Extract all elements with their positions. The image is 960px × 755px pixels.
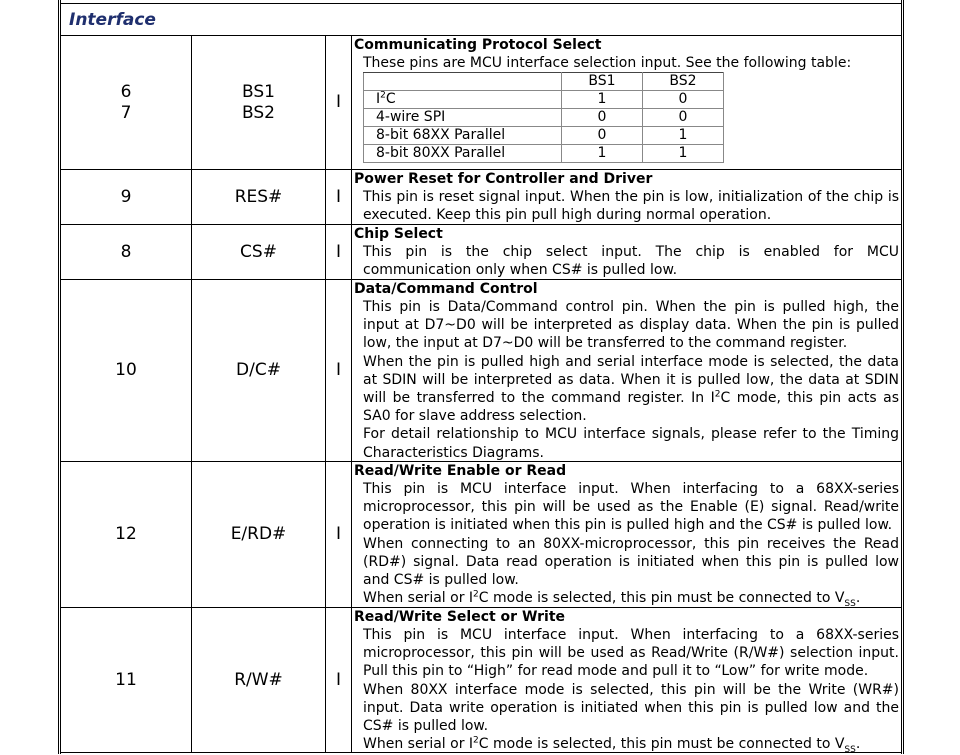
pin-number-cell: 6 7: [61, 36, 192, 169]
description-text: When the pin is pulled high and serial interface mode is selected, the data at SDIN will be interpreted as data. When it is pulled low, the data at SDIN will be transferred to the command register. In $I^2C$ mode, this pin acts as SA0 for slave address selection.: [363, 353, 900, 425]
pin-type-cell: I: [326, 170, 352, 224]
pin-number-cell: 8: [61, 225, 192, 279]
pin-number-cell: 9: [61, 170, 192, 224]
table-row: [61, 608, 901, 753]
pin-number-cell: 11: [61, 608, 192, 752]
pin-number-cell: 10: [61, 280, 192, 461]
description-text: This pin is the chip select input. The chip is enabled for MCU communication only when CS# is pulled low.: [363, 244, 899, 279]
pin-type-cell: I: [326, 462, 352, 607]
table-row: [61, 36, 901, 170]
section-header: [61, 3, 901, 36]
pin-name-cell: E/RD#: [192, 462, 326, 607]
table-row: [61, 280, 901, 462]
description-text: When connecting to an 80XX-microprocessor, this pin receives the Read (RD#) signal. Data read operation is initiated when this pin is pulled low and CS# is pulled low.: [363, 535, 899, 589]
description-cell: [352, 462, 901, 610]
description-text: This pin is MCU interface input. When interfacing to a 68XX-series microprocessor, this pin will be used as the Enable (E) signal. Read/write operation is initiated when this pin is pulled high and the CS# is pulled low.: [363, 481, 899, 534]
pin-type-cell: I: [326, 280, 352, 461]
description-title: Read/Write Enable or Read: [354, 463, 567, 479]
description-cell: [352, 225, 901, 279]
description-title: Read/Write Select or Write: [354, 609, 566, 625]
description-title: Communicating Protocol Select: [354, 37, 602, 53]
description-text: This pin is MCU interface input. When interfacing to a 68XX-series microprocessor, this pin will be used as Read/Write (R/W#) selection input. Pull this pin to “High” for read mode and pull it to “Low” for write mode.: [363, 627, 899, 680]
description-text: When 80XX interface mode is selected, this pin will be the Write (WR#) input. Data write operation is initiated when this pin is pulled low and the CS# is pulled low.: [363, 681, 899, 735]
pin-type-cell: I: [326, 36, 352, 169]
description-title: Power Reset for Controller and Driver: [354, 171, 653, 187]
pin-type-cell: I: [326, 608, 352, 752]
pin-type-cell: I: [326, 225, 352, 279]
table-row: [61, 170, 901, 225]
description-cell: [352, 280, 901, 461]
description-text: These pins are MCU interface selection input. See the following table:: [363, 55, 852, 71]
description-cell: [352, 36, 901, 169]
section-title: Interface: [69, 10, 156, 30]
description-text: This pin is reset signal input. When the pin is low, initialization of the chip is executed. Keep this pin pull high during normal operation.: [363, 189, 899, 224]
description-title: Chip Select: [354, 226, 443, 242]
description-text: When serial or $I^2C$ mode is selected, this pin must be connected to $V_{SS}$.: [363, 589, 861, 610]
table-row: [61, 462, 901, 608]
pin-name-cell: D/C#: [192, 280, 326, 461]
pin-name-cell: BS1 BS2: [192, 36, 326, 169]
pin-number-cell: 12: [61, 462, 192, 607]
pin-name-cell: R/W#: [192, 608, 326, 752]
pin-name-cell: RES#: [192, 170, 326, 224]
protocol-select-table: BS1 BS2 $I^2C$ 1 0 4-wire SPI 0 0 8-bit 68XX Parallel 0 1 8-bit 80XX Parallel 1 1: [363, 72, 724, 163]
description-text: For detail relationship to MCU interface signals, please refer to the Timing Characteristics Diagrams.: [363, 426, 899, 461]
pin-name-cell: CS#: [192, 225, 326, 279]
description-cell: [352, 608, 901, 755]
description-text: This pin is Data/Command control pin. When the pin is pulled high, the input at D7~D0 will be interpreted as display data. When the pin is pulled low, the input at D7~D0 will be transferred to the command register.: [363, 299, 899, 352]
description-cell: [352, 170, 901, 224]
description-text: When serial or $I^2C$ mode is selected, this pin must be connected to $V_{SS}$.: [363, 735, 861, 755]
table-row: [61, 225, 901, 280]
description-title: Data/Command Control: [354, 281, 538, 297]
